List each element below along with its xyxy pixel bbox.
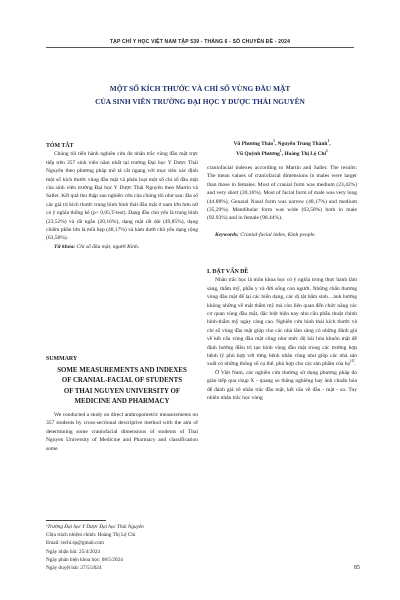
abstract-en-keywords xyxy=(207,231,357,239)
abstract-vi-heading: TÓM TẮT xyxy=(46,143,74,149)
intro-heading: I. ĐẶT VẤN ĐỀ xyxy=(207,269,249,275)
author-1-affil: 1 xyxy=(273,139,275,144)
summary-title-line-3: OF THAI NGUYEN UNIVERSITY OF xyxy=(63,387,181,395)
author-4: Hoàng Thị Lệ Chi xyxy=(284,150,327,157)
summary-label: SUMMARY xyxy=(46,356,78,362)
author-sep: , xyxy=(329,141,331,147)
footnote-affiliation: ¹Trường Đại học Y Dược Đại học Thái Nguyên xyxy=(46,524,144,530)
abstract-en-keywords-text: Cranial-facial index, Kinh people. xyxy=(238,231,316,238)
abstract-vi-keywords-label: Từ khóa: xyxy=(54,243,76,250)
abstract-vi-keywords xyxy=(46,243,198,251)
author-sep: , xyxy=(274,141,278,147)
abstract-vi-keywords-text: Chỉ số đầu mặt, người Kinh. xyxy=(75,243,140,250)
summary-title-line-1: SOME MEASUREMENTS AND INDEXES xyxy=(57,367,187,374)
footnotes xyxy=(46,523,198,572)
abstract-vi xyxy=(46,142,198,251)
header-rule xyxy=(46,47,354,48)
introduction xyxy=(207,268,357,403)
footnote-responsible: Chịu trách nhiệm chính: Hoàng Thị Lệ Chi xyxy=(46,532,136,539)
intro-para-1: Nhân trắc học là môn khoa học có ý nghĩa trong thực hành lâm sàng, thẩm mỹ, phẫu y và đời sống con người. Những chẩn thương vùng đầu mặt để lại các biến dạng, các dị tật bẩm sinh…ảnh hưởng không những về mặt thẩm mỹ mà còn liên quan đến chức năng các cơ quan vùng đầu mặt, đặc biệt hiện nay nhu cầu phẫu thuật chỉnh hình-thẩm mỹ ngày càng cao. Nghiên cứu hình thái kích thước và chỉ số vùng đầu mặt giúp cho các nhà lâm sàng có những đánh giá về kết cấu vùng đầu mặt cũng như mức độ hài hòa khuôn mặt để định hướng điều trị tạo hình vùng đầu mặt trong các trường hợp bệnh lý phù hợp với từng bệnh nhân cũng như giúp các nhà sản xuất có những thông số cụ thể, phù hợp cho các sản phẩm của họ[4]. xyxy=(207,277,357,368)
intro-ref: [4] xyxy=(350,359,355,364)
article-title-line-1: MỘT SỐ KÍCH THƯỚC VÀ CHỈ SỐ VÙNG ĐẦU MẶT xyxy=(109,84,291,93)
abstract-en-keywords-label: Keywords: xyxy=(215,231,239,238)
intro-para-2: Ở Việt Nam, các nghiên cứu thường sử dụng phương pháp đo gián tiếp qua chụp X - quang so thẳng nghiêng hay ảnh chuẩn hóa để đánh giá về nhân trắc đầu mặt, kết cấu về đầu - mặt - so. Tuy nhiên nhân trắc học vùng xyxy=(207,369,357,402)
author-list xyxy=(207,140,357,159)
article-title-line-2: CỦA SINH VIÊN TRƯỜNG ĐẠI HỌC Y DƯỢC THÁI NGUYÊN xyxy=(95,96,305,106)
abstract-en-body-right: craniofacial indexes according to Martin and Saller. The results: The mean values of craniofacial dimensions in males were larger than those in females. Most of cranial form was medium (23,42%) and very short (20,16%). Most of facial form of male was very long (44.88%), Genaral Nasal form was narrow (48,17%) and medium (35,29%). Mandibular form was wide (63,58%) both in male (92.93%) and in female (98.44%). xyxy=(207,165,357,222)
abstract-en-left xyxy=(46,411,198,453)
author-2-affil: 1 xyxy=(327,139,330,144)
article-title xyxy=(46,83,354,108)
author-2: Nguyễn Trung Thành xyxy=(277,141,328,147)
author-4-affil: 1 xyxy=(326,148,328,153)
summary-title-line-2: OF CRANIAL-FACIAL OF STUDENTS xyxy=(61,377,183,385)
footnote-received: Ngày nhận bài: 25/4/2024 xyxy=(46,548,101,555)
summary-title-line-4: MEDICINE AND PHARMACY xyxy=(74,398,170,406)
running-head: TẠP CHÍ Y HỌC VIỆT NAM TẬP 539 - THÁNG 6 - SỐ CHUYÊN ĐỀ - 2024 xyxy=(109,39,291,45)
intro-para-1-text: Nhân trắc học là môn khoa học có ý nghĩa trong thực hành lâm sàng, thẩm mỹ, phẫu y và đời sống con người. Những chẩn thương vùng đầu mặt để lại các biến dạng, các dị tật bẩm sinh…ảnh hưởng không những về mặt thẩm mỹ mà còn liên quan đến chức năng các cơ quan vùng đầu mặt, đặc biệt hiện nay nhu cầu phẫu thuật chỉnh hình-thẩm mỹ ngày càng cao. Nghiên cứu hình thái kích thước và chỉ số vùng đầu mặt giúp cho các nhà lâm sàng có những đánh giá về kết cấu vùng đầu mặt cũng như mức độ hài hòa khuôn mặt để định hướng điều trị tạo hình vùng đầu mặt trong các trường hợp bệnh lý phù hợp với từng bệnh nhân cũng như giúp các nhà sản xuất có những thông số cụ thể, phù hợp cho các sản phẩm của họ xyxy=(207,277,357,368)
footnote-accepted: Ngày duyệt bài: 27/5/2024 xyxy=(46,565,102,572)
author-3-affil: 1 xyxy=(279,148,282,153)
page-number: 85 xyxy=(354,565,360,571)
summary-title xyxy=(46,366,198,408)
abstract-en-body-left: We conducted a study on direct anthropometric measurements on 357 students by cross-sectional descriptive method with the aim of determining some craniofacial dimensions of students of Thai Nguyen University of Medicine and Pharmacy and classification some xyxy=(46,412,198,452)
footnote-email: Email: lechi.sp@gmail.com xyxy=(46,540,104,547)
author-1: Vũ Phương Thảo xyxy=(233,141,274,147)
author-sep: , xyxy=(281,150,285,157)
abstract-en-right xyxy=(207,164,357,239)
author-3: Vũ Quỳnh Phương xyxy=(236,150,280,157)
footnote-reviewed: Ngày phản biện khoa học: 08/5/2024 xyxy=(46,556,123,563)
footnote-rule xyxy=(46,520,106,521)
abstract-vi-body: Chúng tôi tiến hành nghiên cứu đo nhân trắc vùng đầu mặt trực tiếp trên 357 sinh viên năm nhất tại trường Đại học Y Dược Thái Nguyên theo phương pháp mô tả cắt ngang với mục tiêu xác định một số kích thước vùng đầu mặt và phân loại một số chỉ số đầu mặt của sinh viên trường Đại học Y Dược Thái Nguyên theo Martin và Saller. Kết quả thu thập sau nghiên cứu của chúng tôi như sau: Đa số các giá trị kích thước trung bình hình thái đầu mặt ở nam lớn hơn nữ có ý nghĩa thống kê (p< 0,05,T-test). Dạng đầu chủ yếu là trung bình (23,52%) và rất ngắn (20,16%), dạng mặt rất dài (49,85%), dạng chiếm phần lớn là mũi hẹp (48,17%) và hàm dưới chủ yếu dạng rộng (63,58%). xyxy=(46,151,198,242)
